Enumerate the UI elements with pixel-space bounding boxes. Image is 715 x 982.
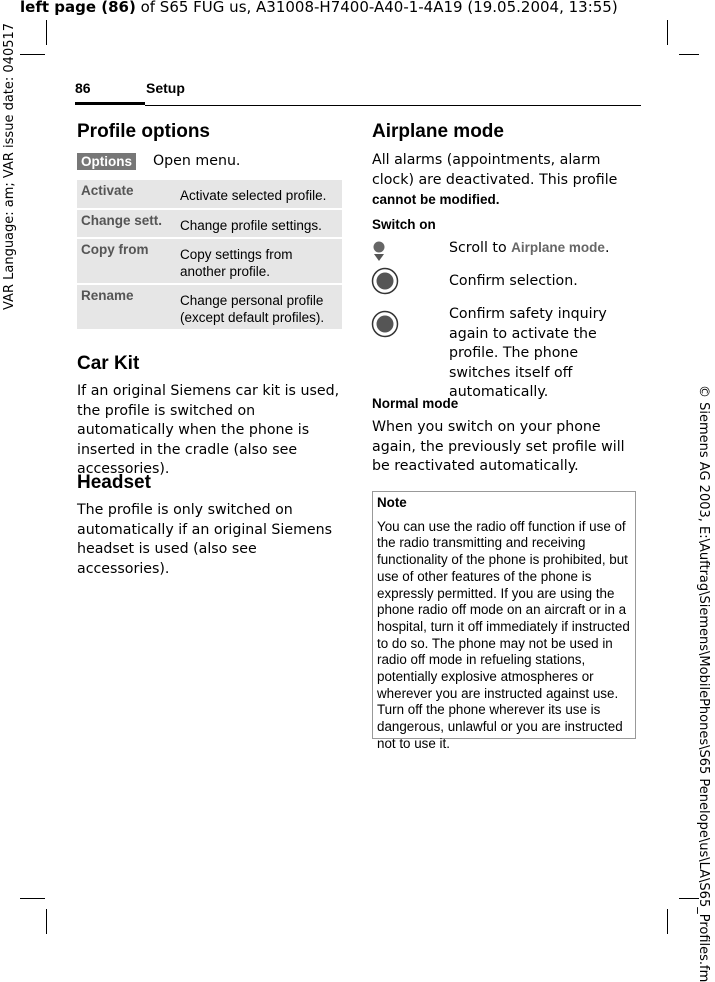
row-key: Copy from [81,242,149,257]
step-scroll: Scroll to Airplane mode. [449,240,610,256]
note-box [372,491,636,751]
row-key: Change sett. [81,213,163,228]
production-header [20,0,618,16]
crop-mark [46,20,47,45]
page-number: 86 [75,80,91,96]
header-rule-thick [75,102,145,105]
side-info-right: © Siemens AG 2003, E:\Auftrag\Siemens\MobilePhones\S65 Penelope\us\LA\S65_Profiles.fm [696,385,711,982]
headset-text: The profile is only switched on automatically if an original Siemens headset is used (also see accessories). [77,502,333,577]
row-value: Change profile settings. [180,218,322,233]
options-softkey: Options [77,153,136,170]
table-row [77,210,342,239]
center-key-icon [371,267,399,295]
options-softkey-line [77,151,342,170]
crop-mark [20,898,45,899]
note-text: You can use the radio off function if use of the radio transmitting and receiving functionality of the phone is prohibited, but use of other features of the phone is expressly permitted. If you are using the phone radio off mode on an aircraft or in a hospital, turn it off immediately if instructed to do so. The phone may not be used in radio off mode in refueling stations, potentially explosive atmospheres or wherever you are instructed against use. Turn off the phone wherever its use is dangerous, unlawful or you are instructed not to use it. [377,518,630,751]
headset-heading: Headset [77,472,151,493]
airplane-intro: All alarms (appointments, alarm clock) are deactivated. This profile cannot be modified. [372,152,618,207]
row-key: Rename [81,288,134,303]
header-rule [145,105,641,106]
normal-mode-label: Normal mode [372,396,459,411]
profile-options-table [77,180,342,331]
row-value: Change personal profile (except default profiles). [180,293,325,325]
table-row [77,239,342,285]
switch-on-label: Switch on [372,217,436,232]
step-confirm-selection: Confirm selection. [449,273,578,289]
crop-mark [46,909,47,934]
row-value: Activate selected profile. [180,188,327,203]
car-kit-heading: Car Kit [77,353,140,374]
section-title: Setup [146,80,185,96]
options-softkey-desc: Open menu. [153,153,241,169]
table-row [77,180,342,210]
header-file-ref: of S65 FUG us, A31008-H7400-A40-1-4A19 (19.05.2004, 13:55) [135,0,618,16]
step-confirm-inquiry: Confirm safety inquiry again to activate the profile. The phone switches itself off automatically. [449,306,607,400]
crop-mark [679,54,699,55]
table-row [77,285,342,331]
side-info-left: VAR Language: am; VAR issue date: 040517 [2,22,17,310]
normal-mode-text: When you switch on your phone again, the previously set profile will be reactivated automatically. [372,419,625,474]
car-kit-text: If an original Siemens car kit is used, the profile is switched on automatically when the phone is inserted in the cradle (also see accessories). [77,383,340,477]
center-key-icon [371,310,399,338]
crop-mark [20,54,45,55]
header-page-ref: left page (86) [20,0,136,16]
row-key: Activate [81,183,134,198]
profile-options-heading: Profile options [77,121,210,142]
airplane-mode-heading: Airplane mode [372,121,504,142]
note-title: Note [377,495,407,510]
row-value: Copy settings from another profile. [180,247,293,279]
navigation-key-icon [372,240,386,262]
crop-mark [667,20,668,45]
crop-mark [667,909,668,934]
